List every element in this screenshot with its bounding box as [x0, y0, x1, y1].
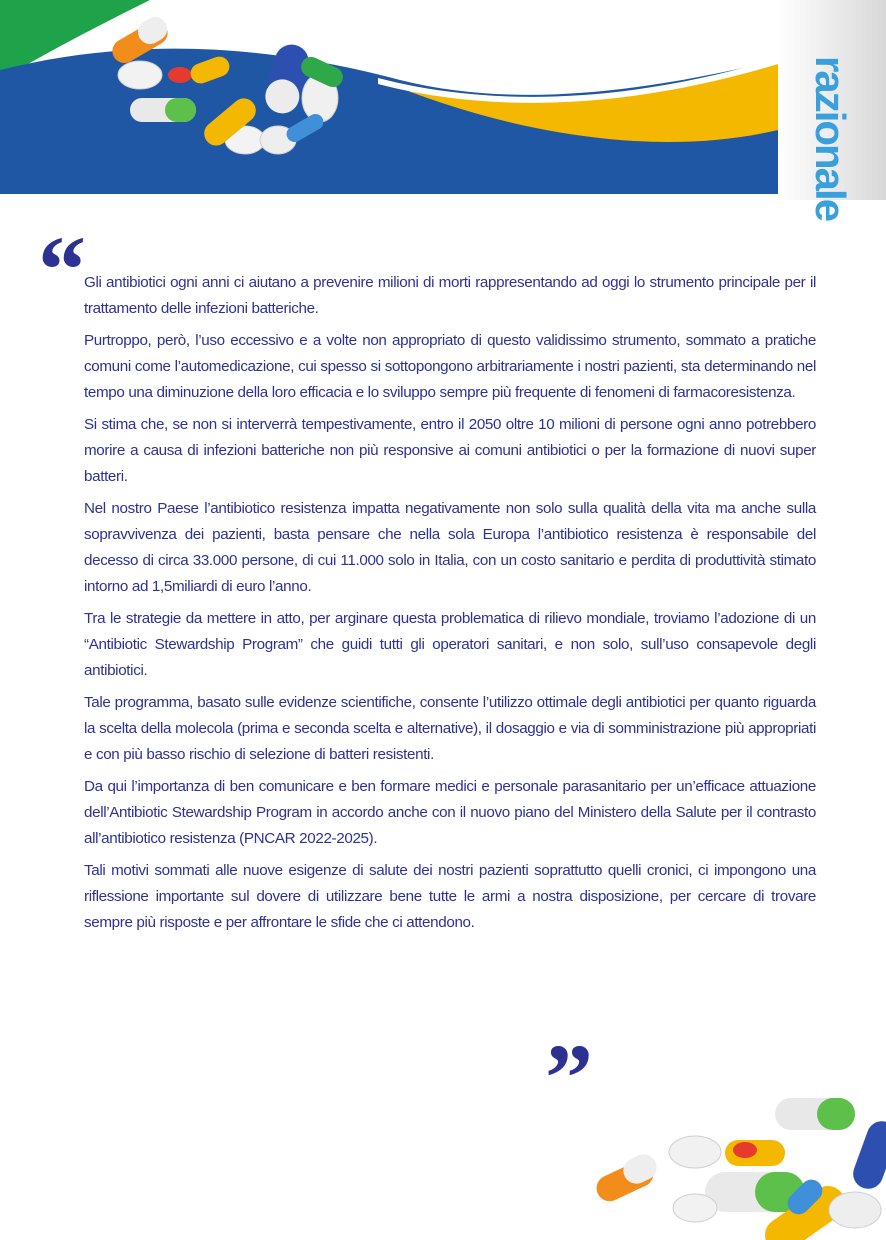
paragraph: Si stima che, se non si interverrà tempestivamente, entro il 2050 oltre 10 milioni di persone ogni anno potrebbero morire a causa di infezioni batteriche non più responsive ai comuni antibiotici o per la formazione di nuovi super batteri. [84, 416, 816, 485]
header-banner [0, 0, 886, 200]
paragraph: Tra le strategie da mettere in atto, per arginare questa problematica di rilievo mondiale, troviamo l’adozione di un “Antibiotic Stewardship Program” che guidi tutti gli operatori sanitari, e non solo, sull’uso consapevole degli antibiotici. [84, 610, 816, 679]
closing-quote-mark: ” [545, 1030, 593, 1100]
paragraph: Tale programma, basato sulle evidenze scientifiche, consente l’utilizzo ottimale degli antibiotici per quanto riguarda la scelta della molecola (prima e seconda scelta e alternative), il dosaggio e via di somministrazione più appropriati e con più basso rischio di selezione di batteri resistenti. [84, 694, 816, 763]
opening-quote-mark: “ [38, 222, 86, 292]
paragraph: Tali motivi sommati alle nuove esigenze di salute dei nostri pazienti soprattutto quelli cronici, ci impongono una riflessione importante sul dovere di utilizzare bene tutte le armi a nostra disposizione, per cercare di trovare sempre più risposte e per affrontare le sfide che ci attendono. [84, 862, 816, 931]
pills-bottom-illustration [585, 1090, 886, 1240]
paragraph: Nel nostro Paese l’antibiotico resistenza impatta negativamente non solo sulla qualità della vita ma anche sulla sopravvivenza dei pazienti, basta pensare che nella sola Europa l’antibiotico resistenza è responsabile del decesso di circa 33.000 persone, di cui 11.000 solo in Italia, con un costo sanitario e perdita di produttività stimato intorno ad 1,5miliardi di euro l’anno. [84, 500, 816, 595]
paragraph: Purtroppo, però, l’uso eccessivo e a volte non appropriato di questo validissimo strumento, sommato a pratiche comuni come l’automedicazione, cui spesso si sottopongono arbitrariamente i nostri pazienti, sta determinando nel tempo una diminuzione della loro efficacia e lo sviluppo sempre più frequente di fenomeni di farmacoresistenza. [84, 332, 816, 401]
paragraph: Gli antibiotici ogni anni ci aiutano a prevenire milioni di morti rappresentando ad oggi lo strumento principale per il trattamento delle infezioni batteriche. [84, 274, 816, 317]
body-text [84, 270, 816, 942]
section-title: razionale [807, 56, 854, 221]
paragraph: Da qui l’importanza di ben comunicare e ben formare medici e personale parasanitario per un’efficace attuazione dell’Antibiotic Stewardship Program in accordo anche con il nuovo piano del Ministero della Salute per il contrasto all’antibiotico resistenza (PNCAR 2022-2025). [84, 778, 816, 847]
